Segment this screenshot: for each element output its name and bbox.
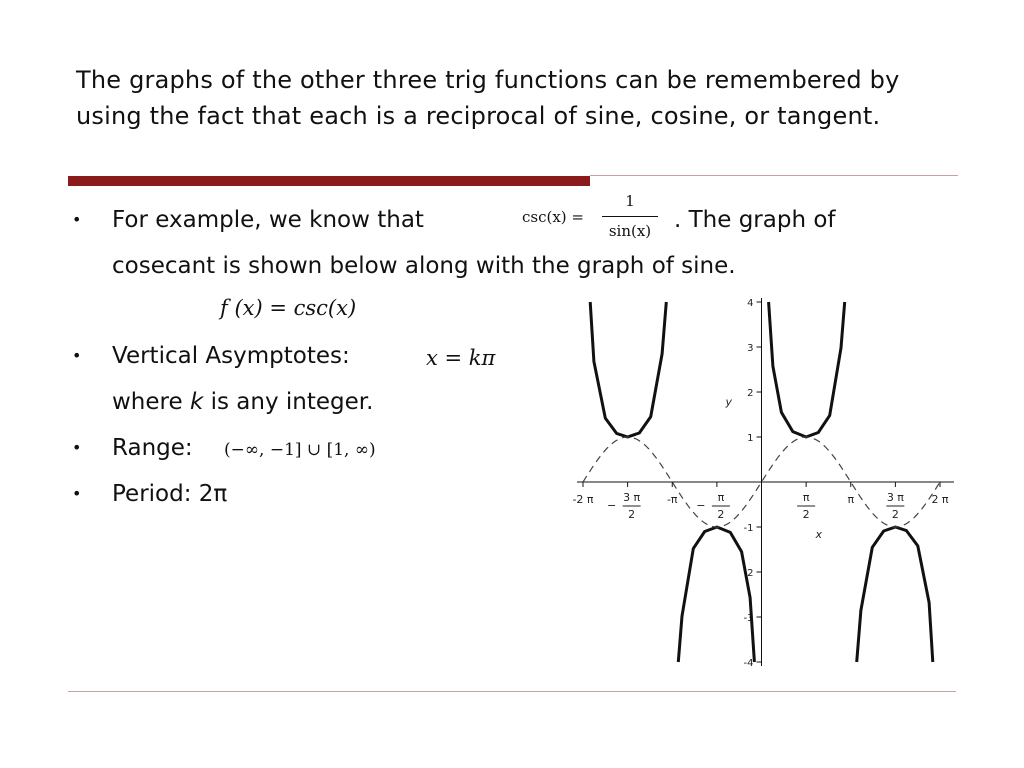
x-tick-label: π: [847, 493, 855, 506]
sin-curve: [583, 437, 940, 527]
csc-branch: [678, 527, 754, 662]
bullet-marker: •: [72, 210, 82, 229]
formula-numerator: 1: [625, 192, 635, 210]
x-tick-label-numerator: 3 π: [886, 491, 904, 504]
bullet3-label: Range:: [112, 435, 193, 461]
csc-branch: [769, 302, 845, 437]
y-tick-label: -3: [743, 613, 754, 624]
footer-rule: [68, 691, 956, 692]
slide-title: The graphs of the other three trig functions can be remembered by using the fact that each is a reciprocal of sine, cosine, or tangent.: [76, 66, 900, 130]
bullet1-line2-text: cosecant is shown below along with the graph of sine.: [112, 253, 736, 279]
bullet2-label: Vertical Asymptotes:: [112, 343, 350, 369]
bullet-marker: •: [72, 346, 82, 365]
x-tick-label-denominator: 2: [628, 508, 636, 521]
x-tick-label-denominator: 2: [717, 508, 725, 521]
formula-lhs: csc(x) =: [522, 208, 584, 226]
x-tick-label: -2 π: [572, 493, 594, 506]
bullet2-line2: [112, 388, 373, 416]
range-formula: (−∞, −1] ∪ [1, ∞): [224, 440, 376, 460]
x-tick-label-numerator: π: [717, 491, 725, 504]
function-label: f (x) = csc(x): [220, 296, 357, 320]
formula-denominator: sin(x): [608, 222, 652, 240]
csc-branch: [590, 302, 666, 437]
fraction-bar: [602, 216, 658, 217]
y-axis-label: y: [725, 395, 733, 409]
x-tick-label-sign: −: [607, 499, 617, 512]
bullet2-line2-before: where: [112, 389, 190, 415]
x-tick-label: 2 π: [931, 493, 949, 506]
bullet-marker: •: [72, 438, 82, 457]
y-tick-label: 1: [747, 433, 754, 444]
x-tick-label: -π: [666, 493, 678, 506]
bullet-marker: •: [72, 484, 82, 503]
bullet1-line1-after: . The graph of: [674, 207, 836, 233]
x-tick-label-numerator: π: [802, 491, 810, 504]
x-tick-label-numerator: 3 π: [623, 491, 641, 504]
title-rule-thin: [590, 175, 958, 176]
csc-branch: [857, 527, 933, 662]
x-axis-label: x: [815, 528, 822, 541]
y-tick-label: 2: [747, 388, 754, 399]
bullet4-label: Period: 2π: [112, 481, 228, 507]
x-tick-label-denominator: 2: [891, 508, 899, 521]
asymptote-formula: x = kπ: [426, 346, 496, 370]
y-tick-label: -4: [743, 658, 754, 669]
bullet2-line2-after: is any integer.: [203, 389, 374, 415]
x-tick-label-denominator: 2: [802, 508, 810, 521]
x-tick-label-sign: −: [696, 499, 706, 512]
csc-definition-formula: [522, 192, 672, 248]
title-rule-accent: [68, 176, 590, 186]
y-tick-label: -1: [743, 523, 754, 534]
integer-variable: k: [189, 389, 204, 415]
y-tick-label: -2: [743, 568, 754, 579]
y-tick-label: 4: [747, 298, 754, 309]
bullet1-line1-text: For example, we know that: [112, 207, 424, 233]
y-tick-label: 3: [747, 343, 754, 354]
